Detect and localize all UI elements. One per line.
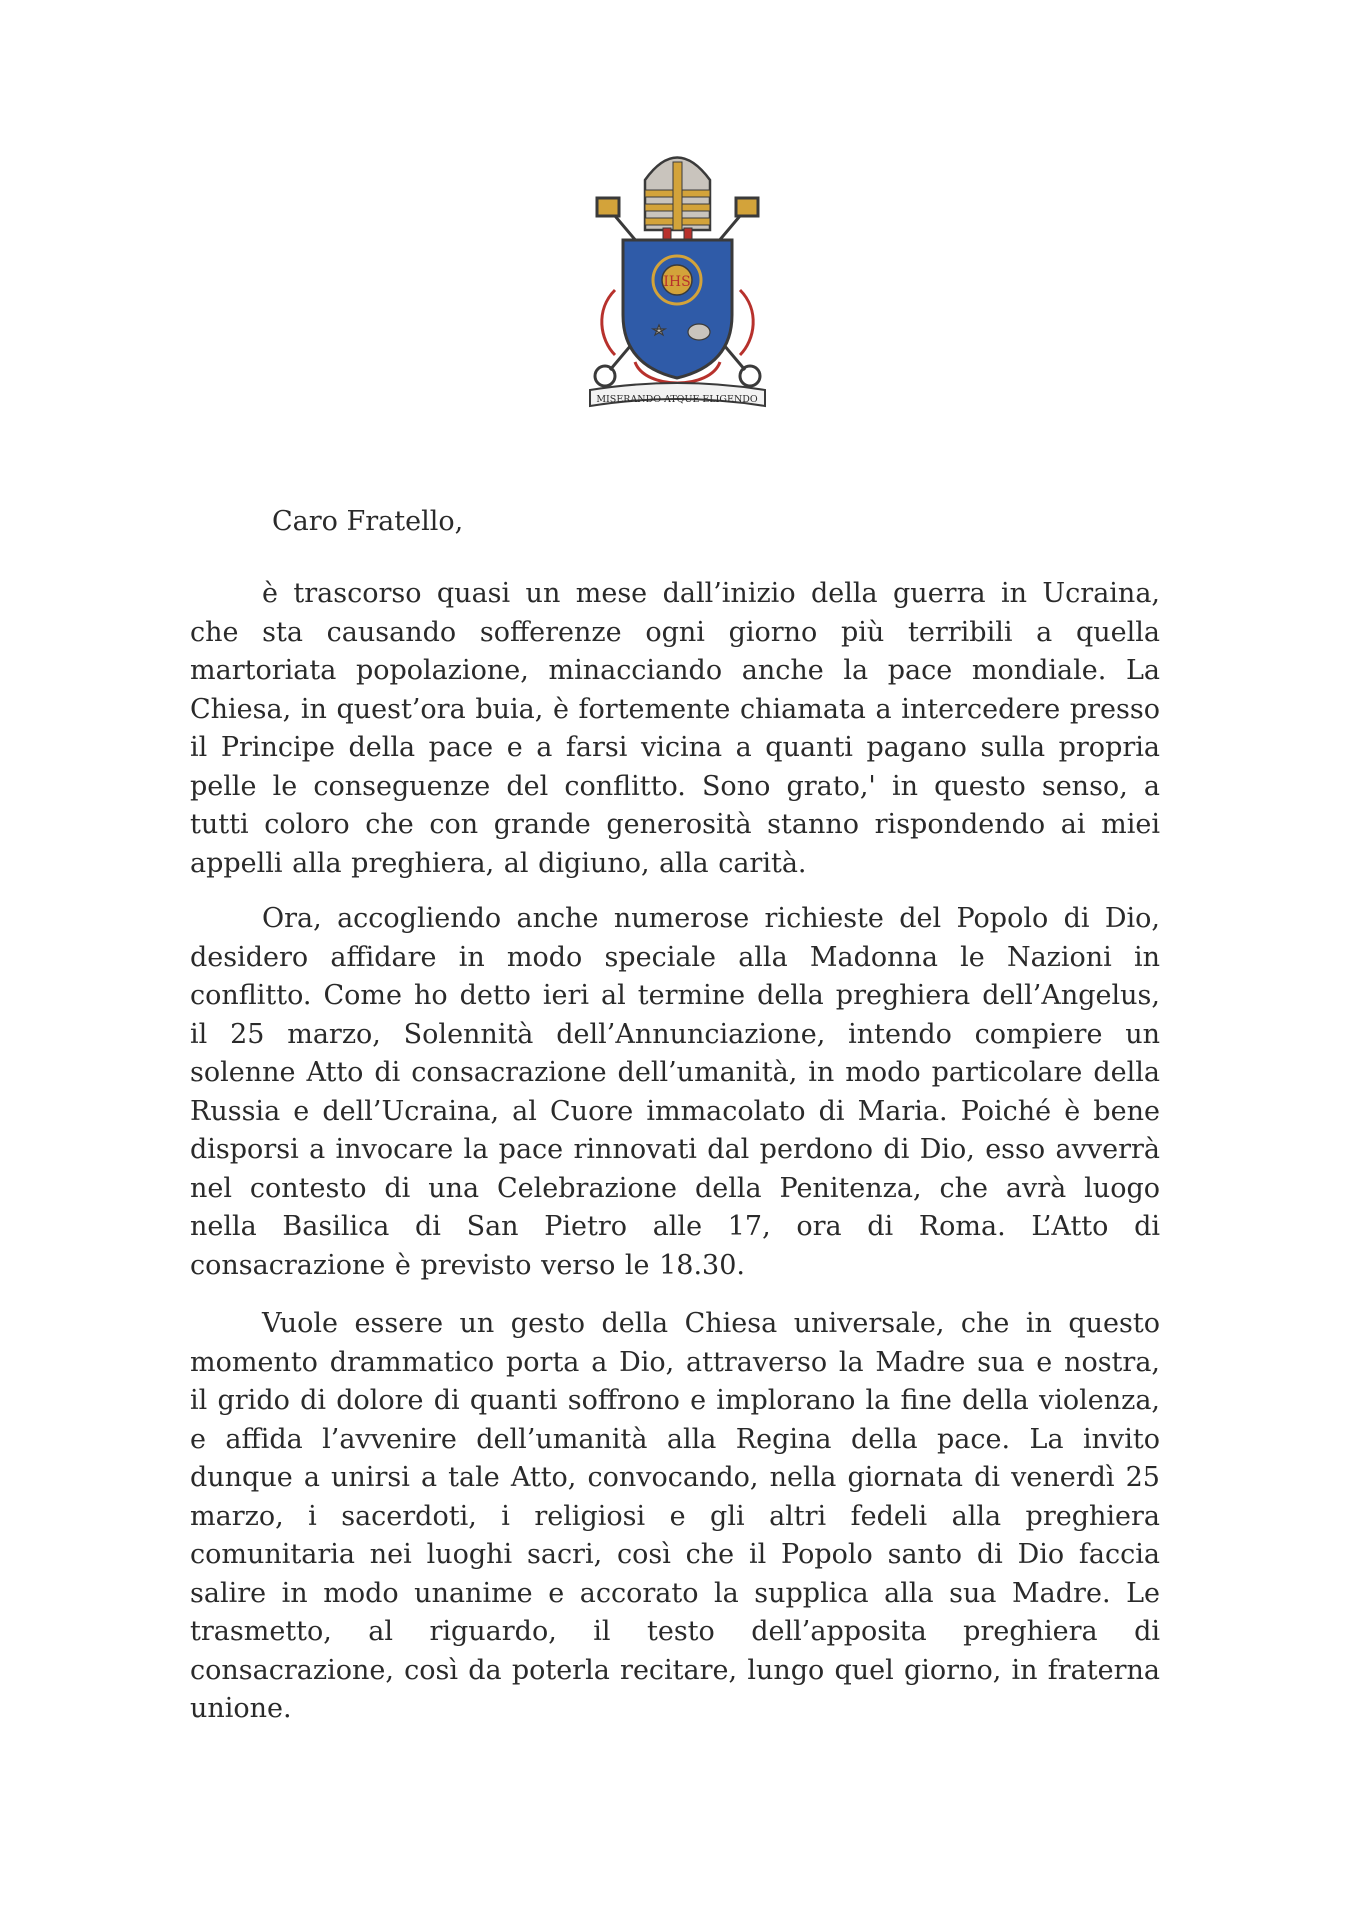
salutation: Caro Fratello,	[272, 506, 464, 537]
motto-ribbon	[590, 383, 765, 406]
paragraph-2: Ora, accogliendo anche numerose richieste del Popolo di Dio, desidero affidare in modo speciale alla Madonna le Nazioni in conflitto. Come ho detto ieri al termine della preghiera dell’Angelus, il 25 marzo, Solennità dell’Annunciazione, intendo compiere un solenne Atto di consacrazione dell’umanità, in modo particolare della Russia e dell’Ucraina, al Cuore immacolato di Maria. Poiché è bene disporsi a invocare la pace rinnovati dal perdono di Dio, esso avverrà nel contesto di una Celebrazione della Penitenza, che avrà luogo nella Basilica di San Pietro alle 17, ora di Roma. L’Atto di consacrazione è previsto verso le 18.30.	[190, 903, 1160, 1281]
paragraph-1: è trascorso quasi un mese dall’inizio della guerra in Ucraina, che sta causando sofferenze ogni giorno più terribili a quella martoriata popolazione, minacciando anche la pace mondiale. La Chiesa, in quest’ora buia, è fortemente chiamata a intercedere presso il Principe della pace e a farsi vicina a quanti pagano sulla propria pelle le conseguenze del conflitto. Sono grato,' in questo senso, a tutti coloro che con grande generosità stanno rispondendo ai miei appelli alla preghiera, al digiuno, alla carità.	[190, 578, 1160, 879]
svg-text:IHS: IHS	[663, 274, 691, 290]
papal-coat-of-arms-icon	[575, 140, 780, 420]
shield-icon	[623, 240, 732, 378]
motto-text: MISERANDO ATQUE ELIGENDO	[596, 394, 758, 405]
paragraph-3: Vuole essere un gesto della Chiesa universale, che in questo momento drammatico porta a Dio, attraverso la Madre sua e nostra, il grido di dolore di quanti soffrono e implorano la fine della violenza, e affida l’avvenire dell’umanità alla Regina della pace. La invito dunque a unirsi a tale Atto, convocando, nella giornata di venerdì 25 marzo, i sacerdoti, i religiosi e gli altri fedeli alla preghiera comunitaria nei luoghi sacri, così che il Popolo santo di Dio faccia salire in modo unanime e accorato la supplica alla sua Madre. Le trasmetto, al riguardo, il testo dell’apposita preghiera di consacrazione, così da poterla recitare, lungo quel giorno, in fraterna unione.	[190, 1308, 1160, 1724]
mitre-icon	[645, 158, 710, 249]
